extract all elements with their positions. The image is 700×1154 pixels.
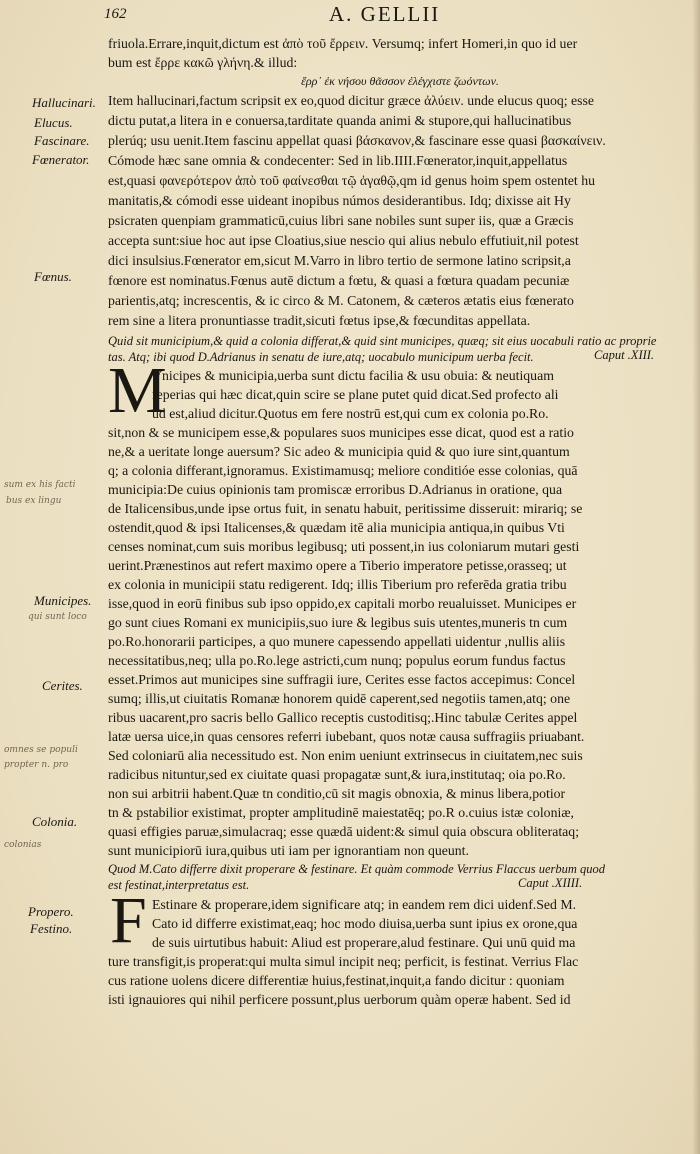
text-line: ne,& a ueritate longe auersum? Sic adeo & municipia quid & quo iure sint,quantum [108,444,570,459]
margin-note-fascinare: Fascinare. [34,133,90,148]
text-line: q; a colonia differant,ignoramus. Existimamusq; meliore conditióe esse colonias, quā [108,463,578,478]
text-line: censes nominat,cum suis moribus legibusq; uti possent,in ius coloniarum mutari gesti [108,539,580,554]
chapter-summary: Quod M.Cato differre dixit properare & festinare. Et quàm commode Verrius Flaccus uerbum quod [108,862,606,876]
text-line: ud est,aliud dicitur.Quotus em fere nostrū est,qui cum ex colonia po.Ro. [152,406,549,421]
text-line: non sui arbitrii habent.Quæ tn conditio,cū sit magis obnoxia, & minus libera,potior [108,786,566,801]
margin-note-elucus: Elucus. [34,115,73,130]
chapter-heading: Caput .XIIII. [518,876,583,890]
handwritten-note-5: propter n. pro [4,760,69,770]
handwritten-note-1: sum ex his facti [4,480,76,490]
chapter-summary: tas. Atq; ibi quod D.Adrianus in senatu de iure,atq; uocabulo municipum uerba fecit. [108,350,534,364]
text-line: sit,non & se municipem esse,& populares suos municipes esse dicat, quod est a ratio [108,425,574,440]
text-line: parientis,atq; increscentis, & ic circo & M. Catonem, & cæteros ætatis eius fœnerato [108,293,574,308]
margin-note-propero: Propero. [28,904,74,919]
margin-note-foenerator: Fœnerator. [32,152,90,167]
text-line: de suis uirtutibus habuit: Aliud est properare,alud festinare. Qui unū quid ma [152,935,576,950]
text-line: ribus uacarent,pro sacris bello Gallico receptis custoditisq;.Hinc tabulæ Cerites appel [108,710,578,725]
text-line: Estinare & properare,idem significare atq; in eandem rem dici uidenf.Sed M. [152,897,577,912]
margin-note-colonia: Colonia. [32,814,78,829]
text-line: manitatis,& cómodi esse uideant inopibus númos desiderantibus. Idq; dixisse ait Hy [108,193,571,208]
text-line: po.Ro.honorarii participes, a quo munere capessendo appellati uidentur ,nullis aliis [108,634,566,649]
text-line: plerúq; usu uenit.Item fascinu appellat quasi βάσκανον,& fascinare esse quasi βασκαίνειν. [108,133,606,148]
text-line: de Italicensibus,unde ipse ortus fuit, in senatu habuit, peritissime disseruit: mirariq; se [108,501,583,516]
text-line: est,quasi φανερότερον ἀπὸ τοῦ φαίνεσθαι τῷ ἀγαθῷ,qm id genus hoim spem ostentet hu [108,173,596,188]
text-line: quasi effigies paruæ,simulacraq; esse quædā uident:& simul quia obscura obliterataq; [108,824,580,839]
margin-note-hallucinari: Hallucinari. [32,95,96,110]
drop-capital-f: F [110,884,147,957]
running-header [104,2,694,26]
text-line: sunt municipiorū iura,quibus uti iam per ignorantiam non queunt. [108,843,469,858]
handwritten-note-2: bus ex lingu [6,496,62,506]
text-line: Cato id differre existimat,eaq; hoc modo diuisa,uerba sunt ipius ex orone,qua [152,916,578,931]
margin-note-municipes: Municipes. [34,593,92,608]
margin-note-festino: Festino. [30,921,73,936]
margin-note-foenus: Fœnus. [34,269,72,284]
text-line: psicraten quenpiam grammaticū,cuius libri sane nobiles sunt super iis, quæ a Græcis [108,213,574,228]
folio-number: 162 [104,6,127,22]
drop-capital-m: M [108,354,167,427]
text-line: sumq; illis,ut ciuitatis Romanæ honorem quidē caperent,sed negotiis tamen,atq; one [108,691,571,706]
text-line: dictu putat,a litera in e conuersa,tarditate quanda animi & stupore,qui hallucinatibus [108,113,572,128]
text-line: ostendit,quod & ipsi Italicenses,& quædam itē alia municipia antiqua,in quibus Vti [108,520,565,535]
left-margin [4,0,100,1154]
handwritten-note-4: omnes se populi [4,745,78,755]
margin-note-cerites: Cerites. [42,678,83,693]
text-line: tn & pstabilior existimat, propter amplitudinē maiestatēq; po.R o.cuius istæ coloniæ, [108,805,574,820]
text-line: isse,quod in eorū finibus sub ipso oppido,ex capitali morbo reualuisset. Municipes er [108,596,577,611]
text-line: uerint.Prænestinos aut refert maximo opere a Tiberio imperatore petisse,orasseq; ut [108,558,567,573]
text-line: dici insulsius.Fœnerator em,sicut M.Varro in libro tertio de sermone latino scripsit,a [108,253,571,268]
handwritten-note-6: colonias [4,840,42,850]
text-line: latæ uersa uice,in quas censores referri iubebant, quos notæ causa suffragiis priuabant. [108,729,585,744]
text-line: go sunt ciues Romani ex municipiis,suo iure & legibus suis utentes,muneris tn cum [108,615,568,630]
text-line: ture transfigit,is properat:qui multa simul incipit neq; perficit, is festinat. Verrius Flac [108,954,579,969]
text-line: necessitatibus,neq; ulla po.Ro.lege astricti,cum nunq; populus eorum fundus factus [108,653,566,668]
text-line: rem sine a litera pronuntiasse tradit,sicuti fœtus ipse,& fœcunditas appellata. [108,313,531,328]
text-line: fœnore est nominatus.Fœnus autē dictum a fœtu, & quasi a fœtura quadam pecuniæ [108,273,570,288]
text-line: esset.Primos aut municipes sine suffragii iure, Cerites esse factos accepimus: Concel [108,672,576,687]
chapter-heading: Caput .XIII. [594,348,655,362]
text-line: Vnicipes & municipia,uerba sunt dictu facilia & usu obuia: & neutiquam [152,368,554,383]
main-text-block [108,26,692,1146]
text-line: accepta sunt:siue hoc aut ipse Cloatius,siue nescio qui alius nebulo effutiuit,nil potest [108,233,579,248]
text-line: cus ratione uolens dicere differentiæ huius,festinat,inquit,a fando dicitur : quoniam [108,973,565,988]
text-line: ex colonia in municipii statu redigerent. Idq; illis Tiberium pro referēda gratia tribu [108,577,567,592]
greek-verse: ἔρρ᾽ ἐκ νήσου θᾶσσον ἐλέγχιστε ζωόντων. [301,74,499,88]
text-line: reperias qui hæc dicat,quin scire se plane putet quid dicat.Sed profecto ali [152,387,559,402]
handwritten-note-3: qui sunt loco [28,612,87,622]
page-edge-shadow [692,0,700,1154]
text-line: radicibus nituntur,sed ex ciuitate quasi propagatæ sunt,& iura,institutaq; oia po.Ro. [108,767,566,782]
chapter-summary: Quid sit municipium,& quid a colonia differat,& quid sint municipes, quæq; sit eius uocabuli ratio ac proprie [108,334,657,348]
text-line: friuola.Errare,inquit,dictum est ἀπὸ τοῦ ἔρρειν. Versumq; infert Homeri,in quo id uer [108,36,578,51]
text-line: Cómode hæc sane omnia & condecenter: Sed in lib.IIII.Fœnerator,inquit,appellatus [108,153,568,168]
text-line: Item hallucinari,factum scripsit ex eo,quod dicitur græce ἀλύειν. unde elucus quoq; esse [108,93,595,108]
text-line: bum est ἔρρε κακῶ γλήνη.& illud: [108,55,298,70]
running-title: A. GELLII [329,2,441,26]
chapter-summary: est festinat,interpretatus est. [108,878,250,892]
text-line: isti ignauiores qui nihil perficere possunt,plus uerborum quàm operæ habent. Sed id [108,992,571,1007]
text-line: municipia:De cuius opinionis tam promiscæ erroribus D.Adrianus in oratione, qua [108,482,563,497]
text-line: Sed coloniarū alia necessitudo est. Non enim ueniunt extrinsecus in ciuitatem,nec suis [108,748,583,763]
